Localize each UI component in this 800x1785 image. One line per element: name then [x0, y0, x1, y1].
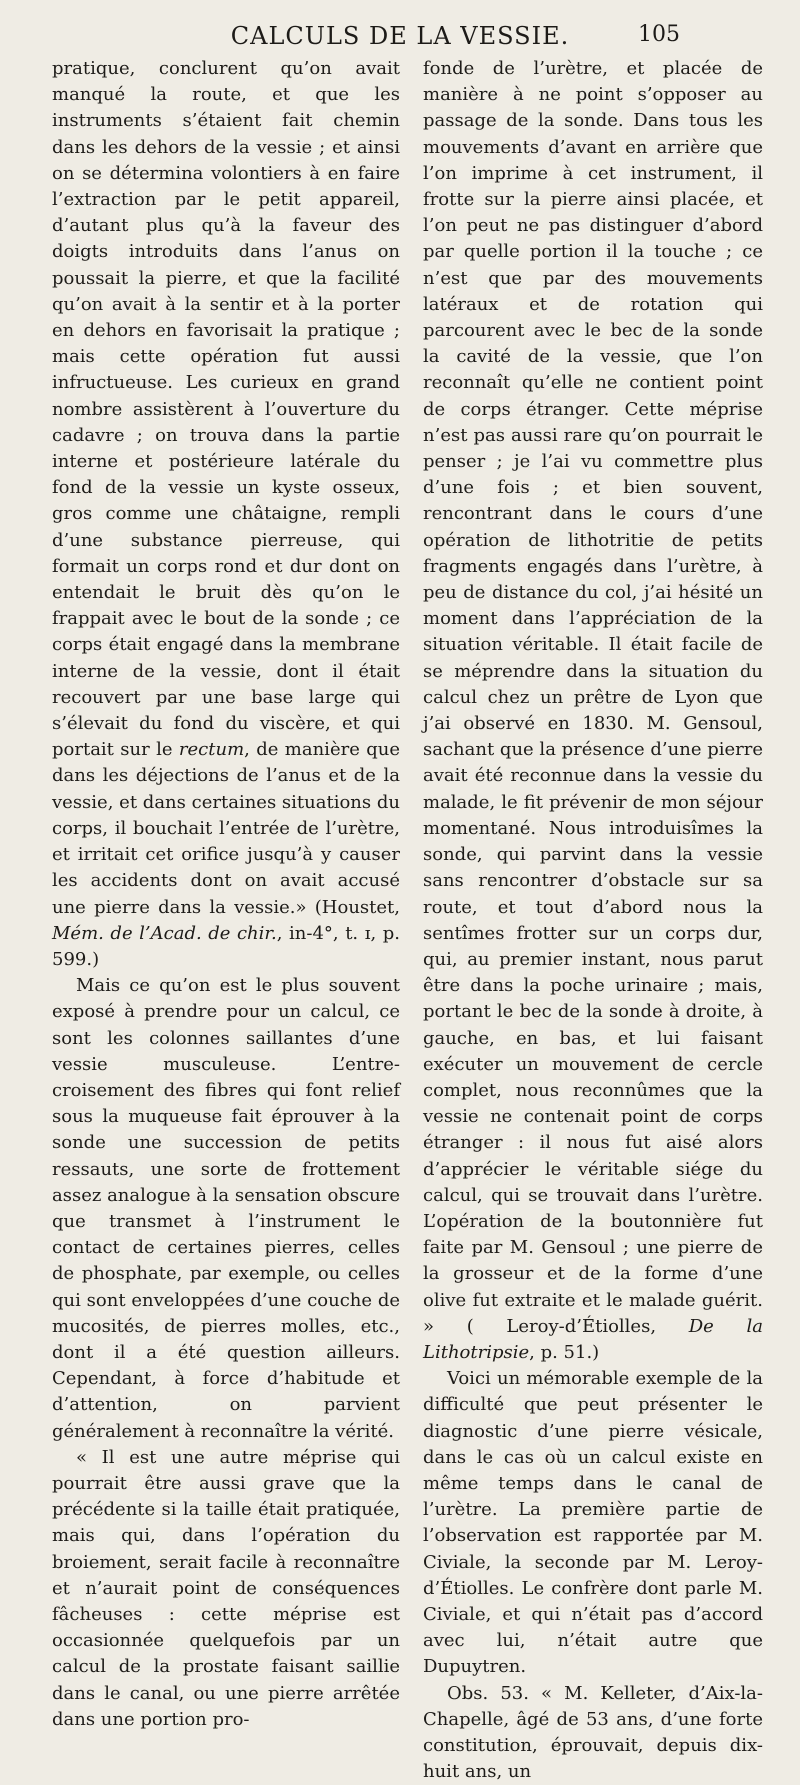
right-column: [423, 56, 763, 1783]
paragraph: « Il est une autre méprise qui pourrait être aussi grave que la précédente si la taille était pratiquée, mais qui, dans l’opération du broiement, serait facile à reconnaître et n’aurait point de conséquences fâcheuses : cette méprise est occasionnée quelquefois par un calcul de la prostate faisant saillie dans le canal, ou une pierre arrêtée dans une portion pro-: [52, 1446, 400, 1730]
running-title: CALCULS DE LA VESSIE.: [230, 22, 570, 50]
paragraph: fonde de l’urètre, et placée de manière à ne point s’opposer au passage de la sonde. Dans tous les mouvements d’avant en arrière que l’on imprime à cet instrument, il frotte sur la pierre ainsi placée, et l’on peut ne pas distinguer d’abord par quelle portion il la touche ; ce n’est que par des mouvements latéraux et de rotation qui parcourent avec le bec de la sonde la cavité de la vessie, que l’on reconnaît qu’elle ne contient point de corps étranger. Cette méprise n’est pas aussi rare qu’on pourrait le penser ; je l’ai vu commettre plus d’une fois ; et bien souvent, rencontrant dans le cours d’une opération de lithotritie de petits fragments engagés dans l’urètre, à peu de distance du col, j’ai hésité un moment dans l’appréciation de la situation véritable. Il était facile de se méprendre dans la situation du calcul chez un prêtre de Lyon que j’ai observé en 1830. M. Gensoul, sachant que la présence d’une pierre avait été reconnue dans la vessie du malade, le fit prévenir de mon séjour momentané. Nous introduisîmes la sonde, qui parvint dans la vessie sans rencontrer d’obstacle sur sa route, et tout d’abord nous la sentîmes frotter sur un corps dur, qui, au premier instant, nous parut être dans la poche urinaire ; mais, portant le bec de la sonde à droite, à gauche, en bas, et lui faisant exécuter un mouvement de cercle complet, nous reconnûmes que la vessie ne contenait point de corps étranger : il nous fut aisé alors d’apprécier le véritable siége du calcul, qui se trouvait dans l’urètre. L’opération de la boutonnière fut faite par M. Gensoul ; une pierre de la grosseur et de la forme d’une olive fut extraite et le malade guérit. » ( Leroy-d’Étiolles, De la Lithotripsie, p. 51.): [423, 58, 763, 1363]
paragraph: Obs. 53. « M. Kelleter, d’Aix-la-Chapelle, âgé de 53 ans, d’une forte constitution, éprouvait, depuis dix-huit ans, un: [423, 1682, 763, 1783]
paragraph: Voici un mémorable exemple de la difficulté que peut présenter le diagnostic d’une pierre vésicale, dans le cas où un calcul existe en même temps dans le canal de l’urètre. La première partie de l’observation est rapportée par M. Civiale, la seconde par M. Leroy-d’Étiolles. Le confrère dont parle M. Civiale, et qui n’était pas d’accord avec lui, n’était autre que Dupuytren.: [423, 1368, 763, 1678]
page-header: [0, 22, 800, 56]
paragraph: pratique, conclurent qu’on avait manqué la route, et que les instruments s’étaient fait chemin dans les dehors de la vessie ; et ainsi on se détermina volontiers à en faire l’extraction par le petit appareil, d’autant plus qu’à la faveur des doigts introduits dans l’anus on poussait la pierre, et que la facilité qu’on avait à la sentir et à la porter en dehors en favorisait la pratique ; mais cette opération fut aussi infructueuse. Les curieux en grand nombre assistèrent à l’ouverture du cadavre ; on trouva dans la partie interne et postérieure latérale du fond de la vessie un kyste osseux, gros comme une châtaigne, rempli d’une substance pierreuse, qui formait un corps rond et dur dont on entendait le bruit dès qu’on le frappait avec le bout de la sonde ; ce corps était engagé dans la membrane interne de la vessie, dont il était recouvert par une base large qui s’élevait du fond du viscère, et qui portait sur le rectum, de manière que dans les déjections de l’anus et de la vessie, et dans certaines situations du corps, il bouchait l’entrée de l’urètre, et irritait cet orifice jusqu’à y causer les accidents dont on avait accusé une pierre dans la vessie.» (Houstet, Mém. de l’Acad. de chir., in-4°, t. ɪ, p. 599.): [52, 58, 400, 970]
paragraph: Mais ce qu’on est le plus souvent exposé à prendre pour un calcul, ce sont les colonnes saillantes d’une vessie musculeuse. L’entre-croisement des fibres qui font relief sous la muqueuse fait éprouver à la sonde une succession de petits ressauts, une sorte de frottement assez analogue à la sensation obscure que transmet à l’instrument le contact de certaines pierres, celles de phosphate, par exemple, ou celles qui sont enveloppées d’une couche de mucosités, de pierres molles, etc., dont il a été question ailleurs. Cependant, à force d’habitude et d’attention, on parvient généralement à reconnaître la vérité.: [52, 975, 400, 1442]
citation-title: Mém. de l’Acad. de chir.: [52, 922, 277, 944]
page-number: 105: [638, 22, 680, 47]
italic-text: rectum: [178, 739, 245, 761]
left-column: [52, 56, 400, 1730]
citation-title: De la Lithotripsie: [423, 1315, 763, 1363]
